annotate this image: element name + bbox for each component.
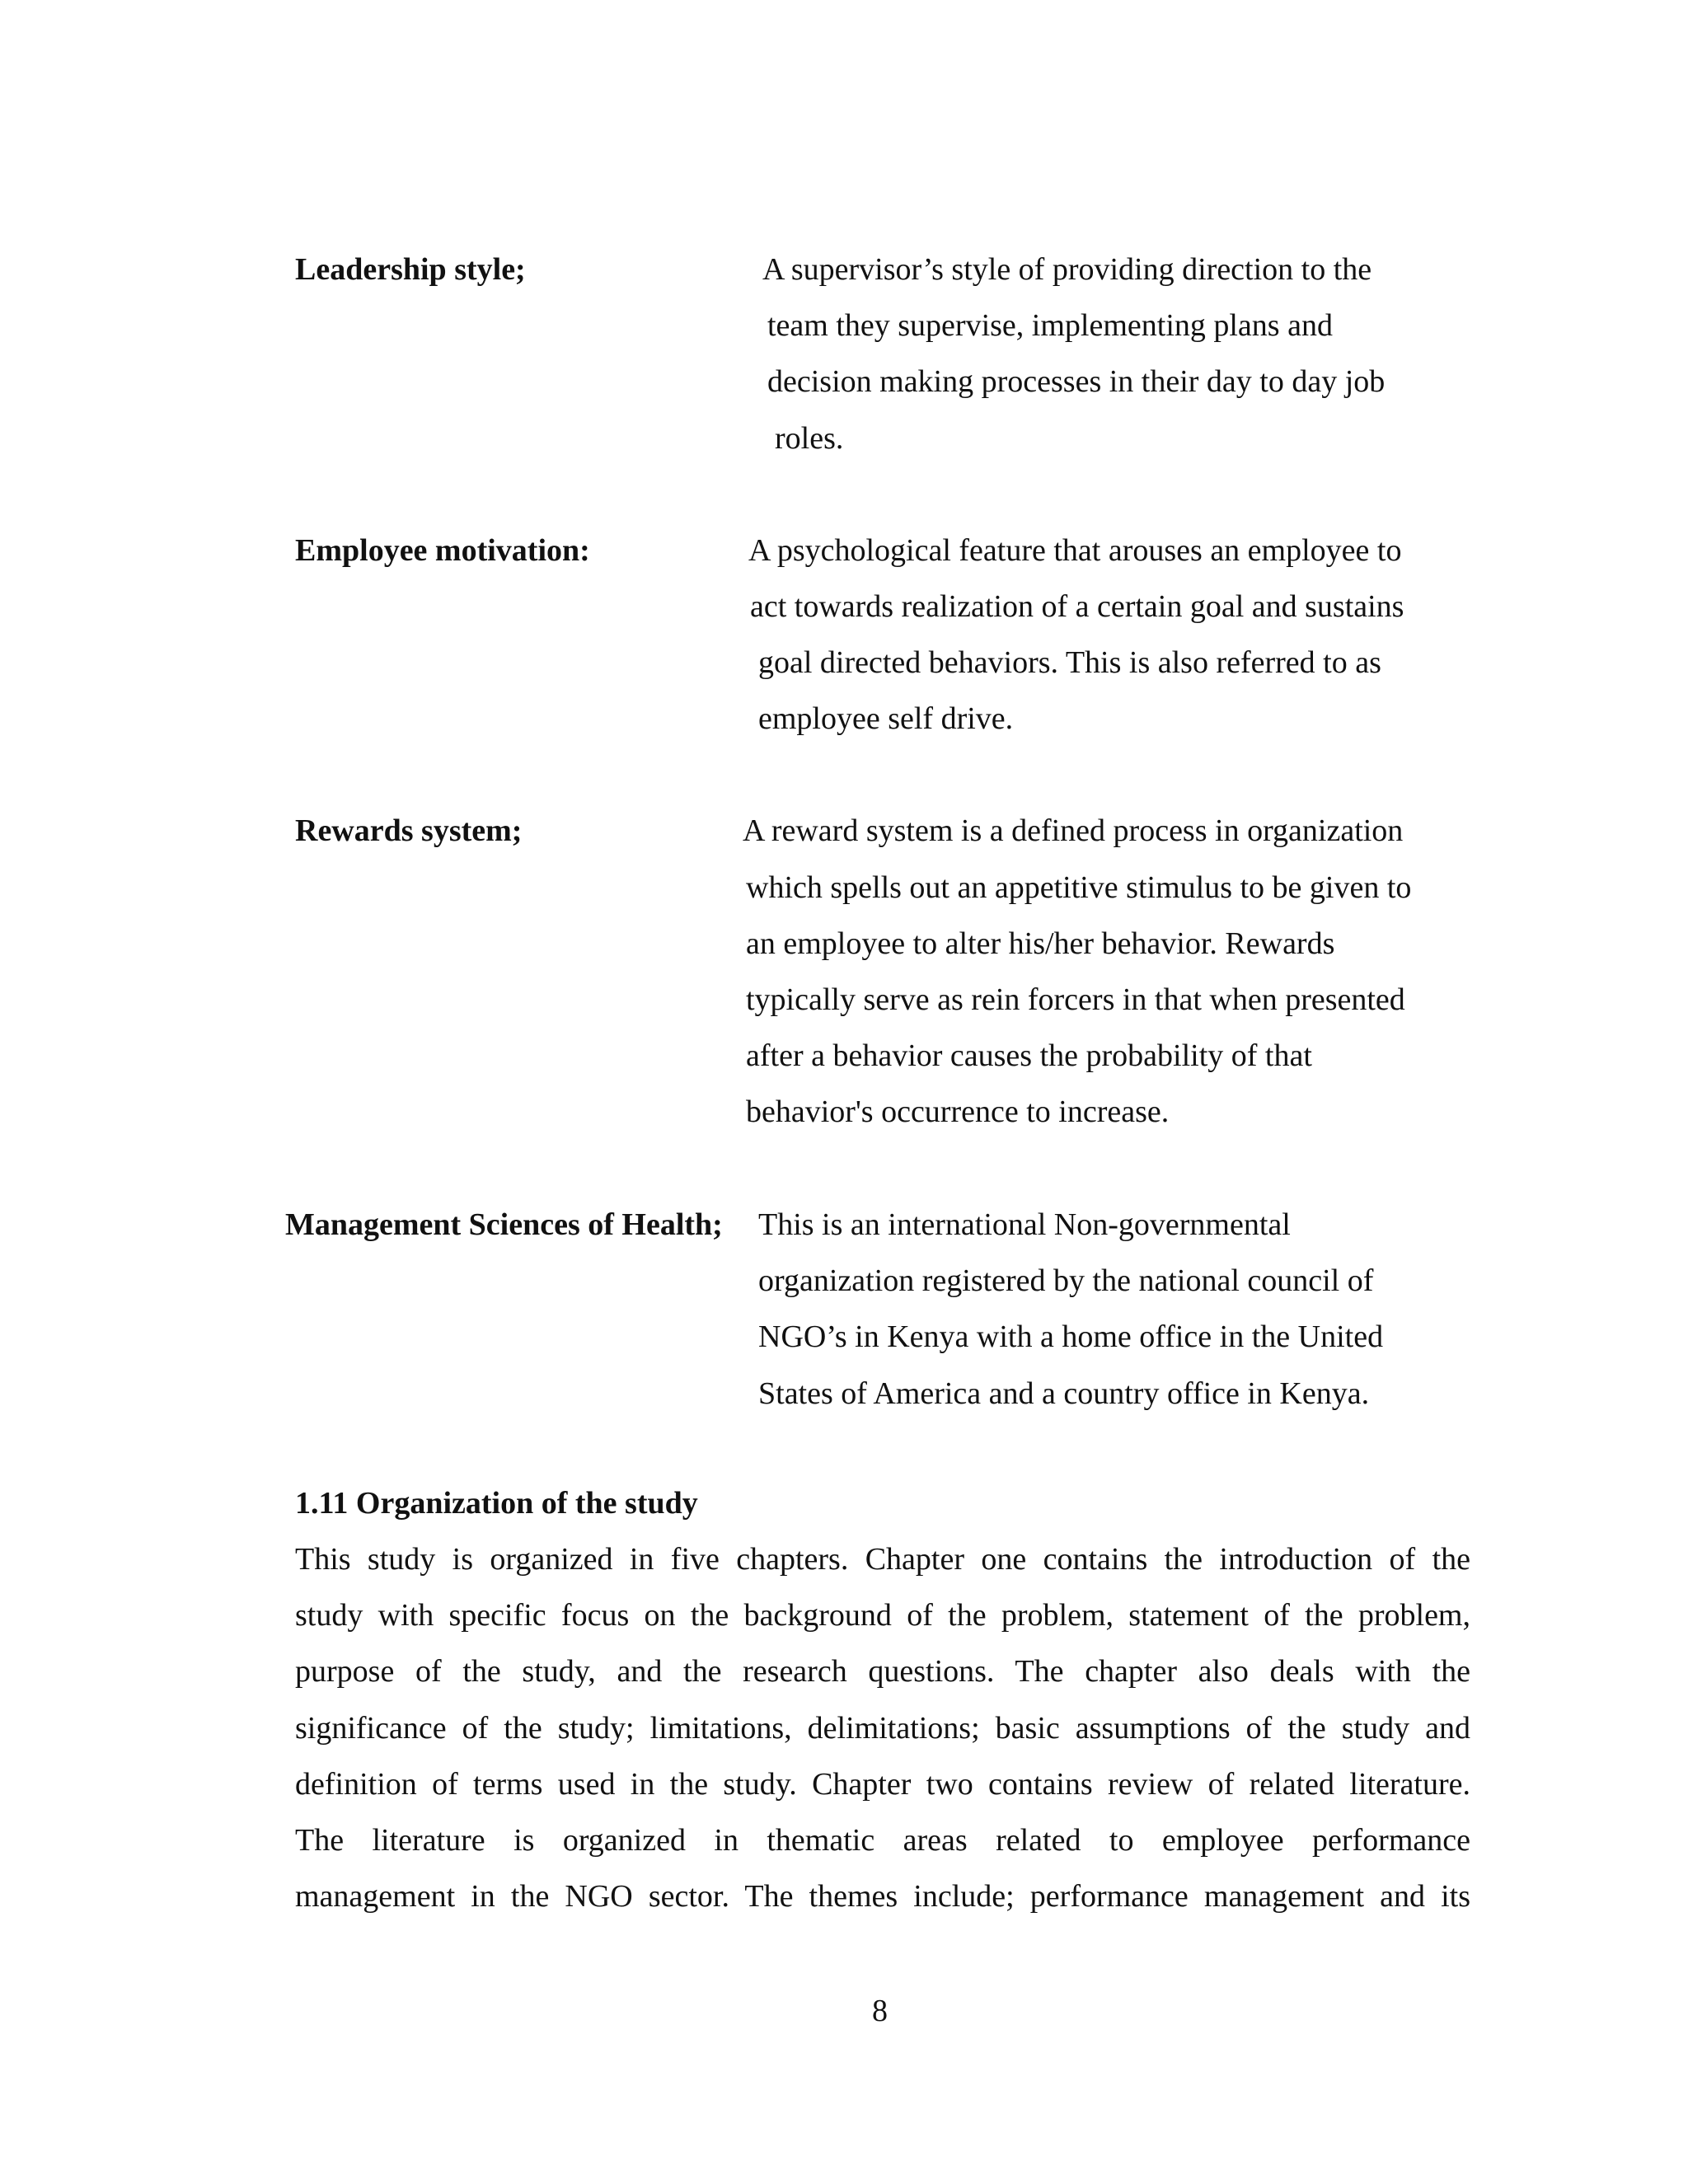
definition-line: which spells out an appetitive stimulus to be given to	[746, 870, 1412, 905]
paragraph-line: significance of the study; limitations, delimitations; basic assumptions of the study and	[295, 1711, 1470, 1746]
term-employee-motivation: Employee motivation:	[295, 533, 590, 568]
definition-line: act towards realization of a certain goal and sustains	[750, 589, 1404, 624]
definition-line: NGO’s in Kenya with a home office in the United	[758, 1319, 1384, 1354]
paragraph-line: management in the NGO sector. The themes include; performance management and its	[295, 1879, 1470, 1914]
definition-line: This is an international Non-governmental	[758, 1207, 1291, 1242]
definition-line: typically serve as rein forcers in that when presented	[746, 982, 1405, 1017]
paragraph-line: study with specific focus on the background of the problem, statement of the problem,	[295, 1598, 1470, 1633]
definition-line: employee self drive.	[758, 701, 1014, 736]
definition-line: decision making processes in their day to day job	[767, 364, 1386, 399]
paragraph-line: purpose of the study, and the research questions. The chapter also deals with the	[295, 1654, 1470, 1689]
paragraph-line: definition of terms used in the study. Chapter two contains review of related literature.	[295, 1767, 1470, 1802]
term-rewards-system: Rewards system;	[295, 813, 523, 848]
definition-line: A psychological feature that arouses an employee to	[748, 533, 1402, 568]
definition-line: behavior's occurrence to increase.	[746, 1094, 1170, 1129]
definition-line: A supervisor’s style of providing direction to the	[762, 252, 1372, 287]
definition-line: an employee to alter his/her behavior. Rewards	[746, 926, 1335, 961]
paragraph-line: This study is organized in five chapters. Chapter one contains the introduction of the	[295, 1542, 1470, 1577]
definition-line: States of America and a country office in Kenya.	[758, 1376, 1370, 1411]
definition-line: team they supervise, implementing plans and	[767, 308, 1333, 343]
term-management-sciences-of-health: Management Sciences of Health;	[285, 1207, 723, 1242]
definition-line: after a behavior causes the probability of that	[746, 1038, 1312, 1073]
definition-line: roles.	[775, 421, 844, 456]
paragraph-line: The literature is organized in thematic areas related to employee performance	[295, 1823, 1470, 1858]
term-leadership-style: Leadership style;	[295, 252, 526, 287]
definition-line: organization registered by the national council of	[758, 1263, 1374, 1298]
page-number: 8	[872, 1994, 888, 2028]
section-heading: 1.11 Organization of the study	[295, 1486, 698, 1521]
definition-line: goal directed behaviors. This is also referred to as	[758, 645, 1381, 680]
definition-line: A reward system is a defined process in organization	[743, 813, 1404, 848]
